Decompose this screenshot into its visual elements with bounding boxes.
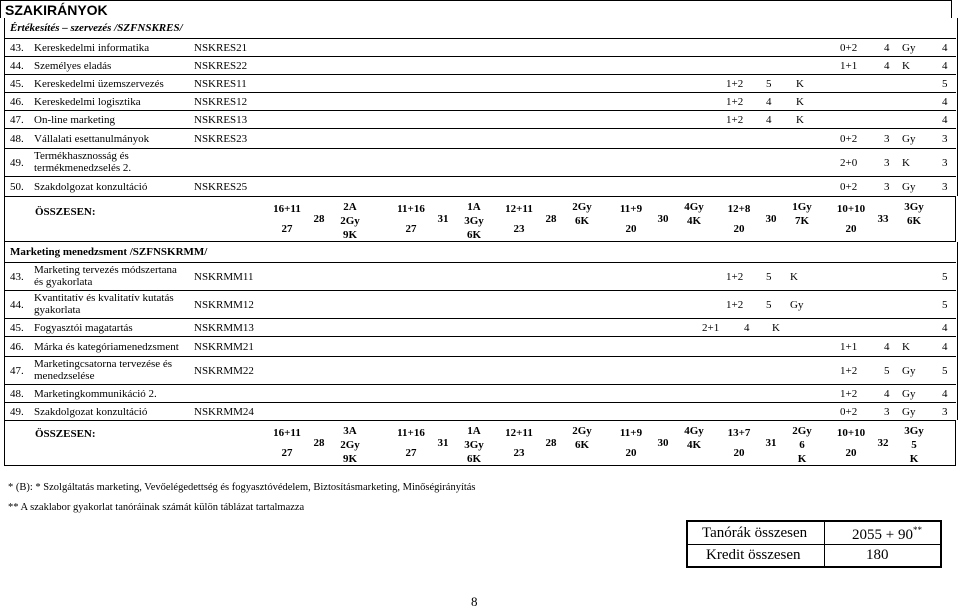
course-credit: 5: [766, 77, 772, 90]
summary-exams: 3A 2Gy 9K: [340, 425, 360, 465]
block1-summary-label: ÖSSZESEN:: [35, 206, 96, 218]
summary-hours: 12+8: [727, 203, 751, 215]
course-semester-credit: 5: [942, 77, 948, 90]
summary-hours-total: 20: [625, 223, 637, 235]
course-credit: 3: [884, 156, 890, 169]
course-name: Termékhasznosság és termékmenedzselés 2.: [34, 150, 132, 174]
summary-hours: 11+16: [397, 203, 425, 215]
table-row: [4, 336, 956, 357]
course-credit: 4: [766, 95, 772, 108]
summary-credit: 30: [657, 437, 669, 449]
summary-hours: 11+9: [619, 203, 643, 215]
course-hours: 0+2: [840, 405, 858, 418]
summary-credit: 28: [313, 437, 325, 449]
summary-exams: 1Gy 7K: [792, 201, 812, 227]
course-exam: K: [796, 77, 804, 90]
summary-hours-total: 20: [733, 223, 745, 235]
course-hours: 1+2: [726, 298, 744, 311]
course-hours: 1+2: [726, 270, 744, 283]
course-hours: 1+2: [840, 387, 858, 400]
summary-hours-total: 27: [405, 447, 417, 459]
course-exam: K: [796, 113, 804, 126]
summary-hours-total: 23: [513, 223, 525, 235]
course-credit: 4: [884, 59, 890, 72]
course-name: Szakdolgozat konzultáció: [34, 180, 148, 193]
course-credit: 3: [884, 180, 890, 193]
course-name: Vállalati esettanulmányok: [34, 132, 150, 145]
course-hours: 1+2: [726, 95, 744, 108]
block1-subtitle: Értékesítés – szervezés /SZFNSKRES/: [10, 22, 183, 34]
summary-hours: 10+10: [836, 427, 866, 439]
summary-exams: 2Gy 6K: [572, 201, 592, 227]
summary-credit: 30: [765, 213, 777, 225]
course-semester-credit: 3: [942, 156, 948, 169]
course-exam: Gy: [902, 41, 916, 54]
course-exam: K: [790, 270, 798, 283]
course-code: NSKRMM21: [194, 340, 254, 353]
course-hours: 0+2: [840, 132, 858, 145]
course-exam: Gy: [902, 405, 916, 418]
course-semester-credit: 4: [942, 387, 948, 400]
course-credit: 3: [884, 132, 890, 145]
course-code: NSKRES23: [194, 132, 248, 145]
summary-credit: 28: [545, 437, 557, 449]
page-number: 8: [471, 594, 478, 609]
course-credit: 4: [766, 113, 772, 126]
course-number: 45.: [10, 77, 24, 90]
course-code: NSKRES13: [194, 113, 248, 126]
footnote-1: * (B): * Szolgáltatás marketing, Vevőelégedettség és fogyasztóvédelem, Biztosításmarketing, Minőségirányítás: [8, 482, 476, 493]
course-hours: 1+1: [840, 340, 858, 353]
summary-hours-total: 20: [625, 447, 637, 459]
summary-credit: 28: [313, 213, 325, 225]
course-hours: 1+2: [840, 364, 858, 377]
course-credit: 4: [884, 340, 890, 353]
course-number: 46.: [10, 95, 24, 108]
summary-exams: 2Gy 6K: [572, 425, 592, 451]
summary-hours-total: 23: [513, 447, 525, 459]
course-code: NSKRES21: [194, 41, 248, 54]
course-code: NSKRMM24: [194, 405, 254, 418]
summary-exams: 1A 3Gy 6K: [464, 201, 484, 241]
course-semester-credit: 3: [942, 132, 948, 145]
course-credit: 4: [884, 41, 890, 54]
total-credit-value: 180: [866, 547, 889, 563]
course-code: NSKRES11: [194, 77, 247, 90]
course-exam: K: [796, 95, 804, 108]
course-number: 46.: [10, 340, 24, 353]
course-hours: 0+2: [840, 180, 858, 193]
table-row: [4, 38, 956, 57]
course-semester-credit: 3: [942, 180, 948, 193]
course-number: 43.: [10, 270, 24, 283]
course-code: NSKRES12: [194, 95, 248, 108]
course-name: Kereskedelmi üzemszervezés: [34, 77, 164, 90]
table-row: [4, 356, 956, 385]
course-semester-credit: 4: [942, 321, 948, 334]
block2-summary-label: ÖSSZESEN:: [35, 428, 96, 440]
course-semester-credit: 4: [942, 41, 948, 54]
course-semester-credit: 4: [942, 59, 948, 72]
course-hours: 1+2: [726, 113, 744, 126]
course-code: NSKRMM11: [194, 270, 254, 283]
course-credit: 4: [744, 321, 750, 334]
block2-subtitle: Marketing menedzsment /SZFNSKRMM/: [10, 246, 208, 258]
course-name: Fogyasztói magatartás: [34, 321, 133, 334]
course-hours: 1+1: [840, 59, 858, 72]
summary-credit: 31: [437, 437, 449, 449]
total-hours-value: 2055 + 90**: [852, 525, 922, 543]
course-name: Személyes eladás: [34, 59, 112, 72]
table-row: [4, 128, 956, 149]
course-hours: 0+2: [840, 41, 858, 54]
summary-credit: 31: [765, 437, 777, 449]
course-code: NSKRES22: [194, 59, 248, 72]
summary-exams: 1A 3Gy 6K: [464, 425, 484, 465]
course-exam: K: [772, 321, 780, 334]
course-credit: 3: [884, 405, 890, 418]
table-row: [4, 92, 956, 111]
summary-exams: 3Gy 5 K: [904, 425, 924, 465]
course-number: 49.: [10, 156, 24, 169]
course-number: 48.: [10, 132, 24, 145]
page-title: SZAKIRÁNYOK: [0, 0, 952, 18]
course-hours: 2+1: [702, 321, 720, 334]
course-semester-credit: 5: [942, 270, 948, 283]
table-row: [4, 318, 956, 337]
course-semester-credit: 5: [942, 364, 948, 377]
course-exam: Gy: [902, 387, 916, 400]
course-exam: Gy: [902, 364, 916, 377]
summary-exams: 4Gy 4K: [684, 201, 704, 227]
summary-hours: 13+7: [727, 427, 751, 439]
table-row: [4, 56, 956, 75]
course-semester-credit: 4: [942, 113, 948, 126]
summary-hours: 12+11: [505, 427, 533, 439]
course-code: NSKRMM22: [194, 364, 254, 377]
total-credit-label: Kredit összesen: [706, 547, 801, 563]
course-code: NSKRES25: [194, 180, 248, 193]
course-semester-credit: 3: [942, 405, 948, 418]
summary-hours-total: 20: [845, 223, 857, 235]
footnote-2: ** A szaklabor gyakorlat tanóráinak számát külön táblázat tartalmazza: [8, 502, 305, 513]
course-name: Marketingkommunikáció 2.: [34, 387, 157, 400]
course-number: 44.: [10, 59, 24, 72]
summary-hours: 10+10: [836, 203, 866, 215]
total-hours-label: Tanórák összesen: [702, 525, 808, 541]
summary-exams: 2Gy 6 K: [792, 425, 812, 465]
course-credit: 5: [884, 364, 890, 377]
table-row: [4, 262, 956, 291]
course-number: 48.: [10, 387, 24, 400]
summary-exams: 2A 2Gy 9K: [340, 201, 360, 241]
course-credit: 5: [766, 298, 772, 311]
summary-exams: 3Gy 6K: [904, 201, 924, 227]
summary-hours-total: 20: [733, 447, 745, 459]
table-row: [4, 402, 956, 421]
course-name: Marketingcsatorna tervezése és menedzselése: [34, 358, 173, 382]
course-name: Kvantitatív és kvalitatív kutatás gyakorlata: [34, 292, 174, 316]
course-name: Szakdolgozat konzultáció: [34, 405, 148, 418]
totals-box: [686, 520, 942, 568]
course-number: 50.: [10, 180, 24, 193]
course-hours: 1+2: [726, 77, 744, 90]
course-exam: K: [902, 156, 910, 169]
course-code: NSKRMM13: [194, 321, 254, 334]
summary-credit: 28: [545, 213, 557, 225]
course-exam: Gy: [902, 132, 916, 145]
summary-exams: 4Gy 4K: [684, 425, 704, 451]
course-exam: K: [902, 59, 910, 72]
summary-hours-total: 27: [281, 223, 293, 235]
summary-credit: 33: [877, 213, 889, 225]
summary-credit: 32: [877, 437, 889, 449]
table-row: [4, 110, 956, 129]
course-exam: Gy: [790, 298, 804, 311]
course-name: Kereskedelmi logisztika: [34, 95, 141, 108]
block2-summary: [4, 420, 956, 466]
summary-hours: 16+11: [273, 203, 301, 215]
course-name: Márka és kategóriamenedzsment: [34, 340, 179, 353]
summary-credit: 30: [657, 213, 669, 225]
block1-summary: [4, 196, 956, 242]
summary-credit: 31: [437, 213, 449, 225]
course-name: Kereskedelmi informatika: [34, 41, 150, 54]
course-number: 45.: [10, 321, 24, 334]
summary-hours: 12+11: [505, 203, 533, 215]
course-number: 49.: [10, 405, 24, 418]
course-code: NSKRMM12: [194, 298, 254, 311]
table-row: [4, 74, 956, 93]
summary-hours: 11+9: [619, 427, 643, 439]
course-number: 47.: [10, 364, 24, 377]
summary-hours: 16+11: [273, 427, 301, 439]
course-credit: 4: [884, 387, 890, 400]
table-row: [4, 176, 956, 197]
course-exam: Gy: [902, 180, 916, 193]
table-row: [4, 148, 956, 177]
course-semester-credit: 4: [942, 95, 948, 108]
table-row: [4, 290, 956, 319]
course-number: 43.: [10, 41, 24, 54]
summary-hours-total: 20: [845, 447, 857, 459]
summary-hours-total: 27: [405, 223, 417, 235]
course-semester-credit: 4: [942, 340, 948, 353]
course-credit: 5: [766, 270, 772, 283]
course-semester-credit: 5: [942, 298, 948, 311]
summary-hours-total: 27: [281, 447, 293, 459]
course-name: On-line marketing: [34, 113, 115, 126]
course-name: Marketing tervezés módszertana és gyakorlata: [34, 264, 177, 288]
course-exam: K: [902, 340, 910, 353]
course-number: 47.: [10, 113, 24, 126]
course-hours: 2+0: [840, 156, 858, 169]
course-number: 44.: [10, 298, 24, 311]
table-row: [4, 384, 956, 403]
summary-hours: 11+16: [397, 427, 425, 439]
